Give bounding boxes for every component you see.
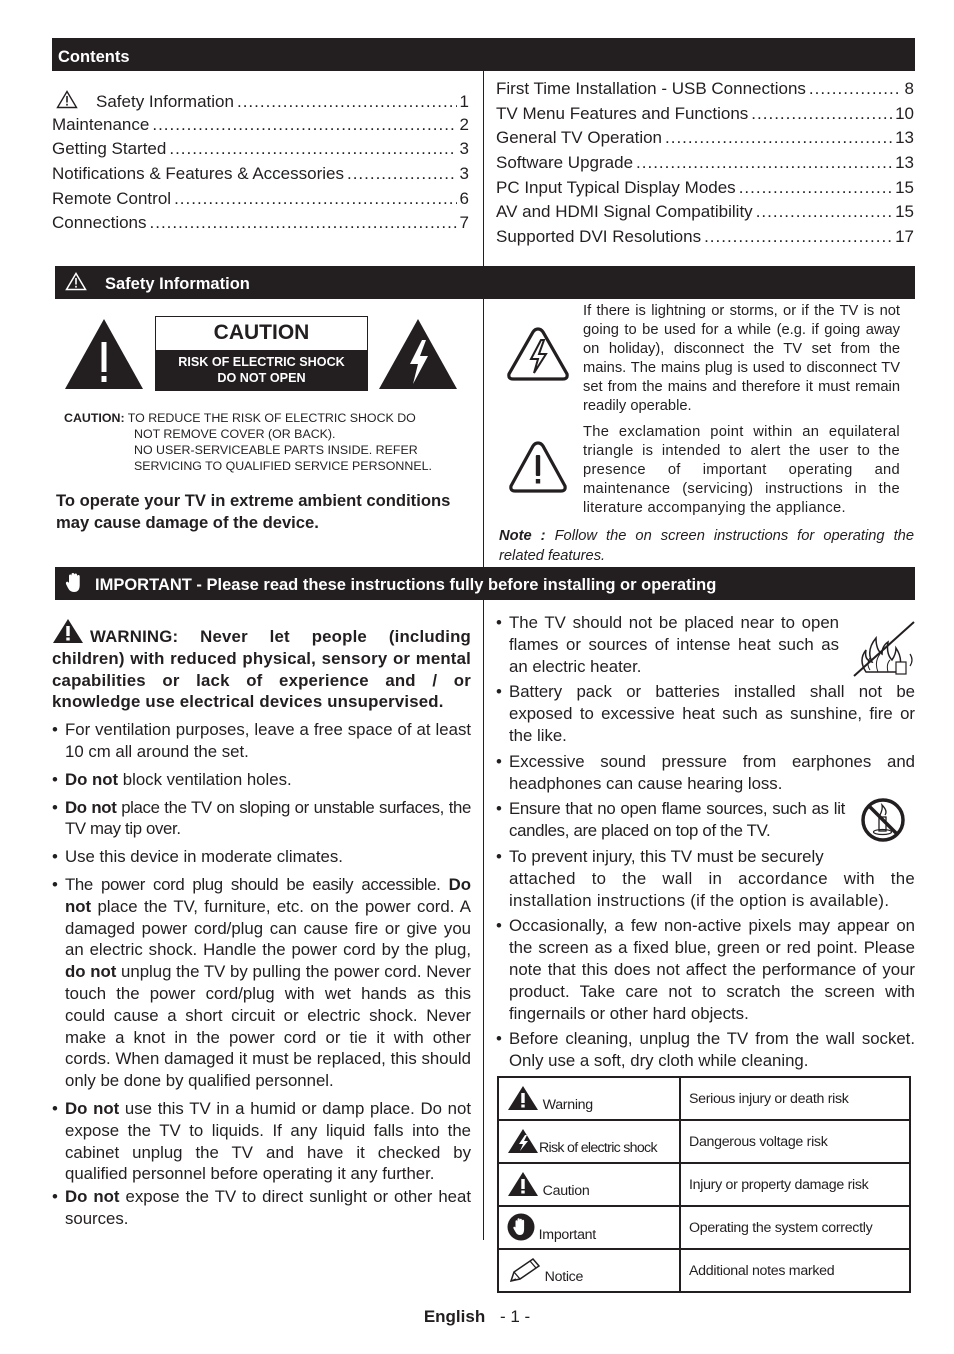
list-item: • The power cord plug should be easily accessible. Do not place the TV, furniture, etc. on the power cord. A damaged power cord/plug can cause fire or give you an electric shock. Handle the power cord by the plug, do not unplug the TV by pulling the power cord. Never touch the power cord/plug with wet hands as this could cause a short circuit or electric shock. Never make a knot in the power cord or tie it with other cords. When damaged it must be replaced, this should only be done by qualified personnel. [52,874,471,1092]
table-row [498,1206,910,1249]
list-item: • Battery pack or batteries installed shall not be exposed to excessive heat such as sunshine, fire or the like. [496,681,915,746]
list-item: • Use this device in moderate climates. [52,846,471,868]
list-item: • Do not expose the TV to direct sunlight or other heat sources. [52,1186,471,1230]
lightning-triangle-icon [378,318,458,390]
exclamation-triangle-icon [64,318,144,390]
table-row [498,1249,910,1292]
list-item: • To prevent injury, this TV must be securely attached to the wall in accordance with the installation instructions (if the option is available). [496,846,915,911]
toc-entry-page: 13 [895,153,914,173]
pencil-icon [507,1257,541,1283]
important-header [55,567,915,600]
important-right [496,612,915,1072]
legend-label: Caution [542,1182,590,1199]
list-item: • For ventilation purposes, leave a free space of at least 10 cm all around the set. [52,719,471,763]
table-row [498,1120,910,1163]
warning-label: WARNING: [90,627,179,646]
caution-icon [507,1171,539,1197]
note-text: Note : Follow the on screen instructions for operating the related features. [499,528,914,564]
legend-symbol-cell [498,1163,680,1206]
legend-symbol-cell [498,1120,680,1163]
toc-entry[interactable] [52,189,469,214]
toc-entry-page: 3 [459,139,469,159]
warning-icon [65,272,87,291]
list-item: • Before cleaning, unplug the TV from the wall socket. Only use a soft, dry cloth while cleaning. [496,1028,915,1072]
toc-entry[interactable] [496,128,914,153]
toc-entry-page: 3 [459,164,469,184]
safety-divider [483,299,484,567]
toc-entry[interactable] [496,227,914,252]
exclamation-icon [508,440,568,494]
right-bullet-list [496,612,915,1072]
page-number: - 1 - [499,1307,531,1326]
toc-entry-title: Notifications & Features & Accessories [52,164,344,184]
list-item: • Occasionally, a few non-active pixels may appear on the screen as a fixed blue, green or red point. Please note that this does not affect the performance of your product. Take care not to scratch the screen with fingernails or other hard objects. [496,915,915,1024]
toc-entry-page: 17 [895,227,914,247]
toc-entry[interactable] [52,90,469,115]
contents-title: Contents [58,48,130,66]
toc-entry-page: 15 [895,202,914,222]
contents-divider [483,71,484,266]
contents-right [496,79,914,252]
lightning-text: If there is lightning or storms, or if the TV is not going to be used for a while (e.g. if going away on holiday), disconnect the TV set from the mains. The mains plug is used to disconnect TV set from the mains and therefore it must remain readily operable. [583,303,900,414]
page-footer [0,1307,954,1327]
list-item: • Do not block ventilation holes. [52,769,471,791]
toc-entry[interactable] [496,104,914,129]
legend-label: Notice [544,1268,584,1285]
table-row [498,1077,910,1120]
caution-heading: CAUTION [213,321,310,344]
toc-entry-title: General TV Operation [496,128,662,148]
toc-entry-title: Safety Information [52,90,234,112]
toc-entry-title: Supported DVI Resolutions [496,227,702,247]
electric-shock-icon [507,1128,539,1154]
toc-entry[interactable] [52,213,469,238]
toc-entry[interactable] [496,178,914,203]
toc-entry[interactable] [52,115,469,140]
note-label: Note : [499,528,546,544]
warning-icon [56,90,78,109]
symbols-legend-table [497,1076,911,1293]
toc-entry-title: Connections [52,213,147,233]
table-row [498,1163,910,1206]
caution-text: CAUTION: TO REDUCE THE RISK OF ELECTRIC SHOCK DO NOT REMOVE COVER (OR BACK). NO USER-SERVICEABLE PARTS INSIDE. REFER SERVICING TO QUALIFIED SERVICE PERSONNEL. [64,411,432,473]
toc-entry-page: 1 [459,92,469,111]
toc-entry-title: TV Menu Features and Functions [496,103,749,123]
list-item: • Do not place the TV on sloping or unstable surfaces, the TV may tip over. [52,797,471,841]
legend-label: Warning [542,1096,593,1113]
legend-description: Serious injury or death risk [680,1077,910,1120]
exclamation-text: The exclamation point within an equilateral triangle is intended to alert the user to the presence of important operating and maintenance (servicing) instructions in the literature accompanying the appliance. [583,424,900,516]
caution-box [155,316,368,391]
toc-entry-page: 7 [459,213,469,233]
toc-entry-title: First Time Installation - USB Connections [496,79,806,98]
legend-description: Injury or property damage risk [680,1163,910,1206]
list-item: • The TV should not be placed near to open flames or sources of intense heat such as an electric heater. [496,612,915,677]
toc-entry-page: 13 [895,128,914,148]
safety-title: Safety Information [105,275,250,293]
toc-entry-page: 15 [895,177,914,197]
hand-stop-icon [507,1213,535,1241]
legend-symbol-cell [498,1249,680,1292]
left-bullet-list [52,719,471,1230]
legend-description: Operating the system correctly [680,1206,910,1249]
toc-entry[interactable] [52,139,469,164]
toc-entry[interactable] [496,202,914,227]
extreme-conditions-text: To operate your TV in extreme ambient conditions may cause damage of the device. [56,491,451,532]
list-item: • Excessive sound pressure from earphones and headphones can cause hearing loss. [496,751,915,795]
toc-entry-title: AV and HDMI Signal Compatibility [496,202,753,222]
legend-label: Risk of electric shock [539,1139,657,1156]
toc-entry[interactable] [52,164,469,189]
legend-symbol-cell [498,1077,680,1120]
legend-description: Additional notes marked [680,1249,910,1292]
toc-entry-title: Maintenance [52,114,150,134]
list-item: • Ensure that no open flame sources, such as lit candles, are placed on top of the TV. [496,798,915,842]
legend-symbol-cell [498,1206,680,1249]
important-title: IMPORTANT - Please read these instructions fully before installing or operating [95,576,717,594]
list-item: • Do not use this TV in a humid or damp place. Do not expose the TV to liquids. If any liquid falls into the cabinet unplug the TV and have it checked by qualified personnel before operating it any further. [52,1098,471,1185]
legend-description: Dangerous voltage risk [680,1120,910,1163]
lightning-icon [505,326,571,382]
footer-language: English [423,1307,486,1326]
toc-entry-title: Software Upgrade [496,153,634,173]
caution-line-1: RISK OF ELECTRIC SHOCK [178,355,345,369]
contents-header [52,38,915,71]
warning-icon [507,1085,539,1111]
important-left [52,618,471,1230]
toc-entry-title: Remote Control [52,188,172,208]
contents-left [52,90,469,238]
warning-icon [52,618,84,644]
important-divider [483,600,484,1240]
toc-entry-title: Getting Started [52,139,167,159]
toc-entry-page: 10 [895,103,914,123]
caution-line-2: DO NOT OPEN [217,371,306,385]
hand-icon [65,572,85,594]
caution-label: CAUTION: [64,411,125,425]
toc-entry[interactable] [496,153,914,178]
warning-paragraph: WARNING: Never let people (including children) with reduced physical, sensory or mental capabilities or lack of experience and / or knowledge use electrical devices unsupervised. [52,618,471,713]
safety-header [55,266,915,299]
toc-entry[interactable] [496,79,914,104]
toc-entry-title: PC Input Typical Display Modes [496,177,736,197]
toc-entry-page: 2 [459,114,469,134]
legend-label: Important [538,1226,596,1243]
toc-entry-page: 6 [459,188,469,208]
toc-entry-page: 8 [904,79,914,98]
